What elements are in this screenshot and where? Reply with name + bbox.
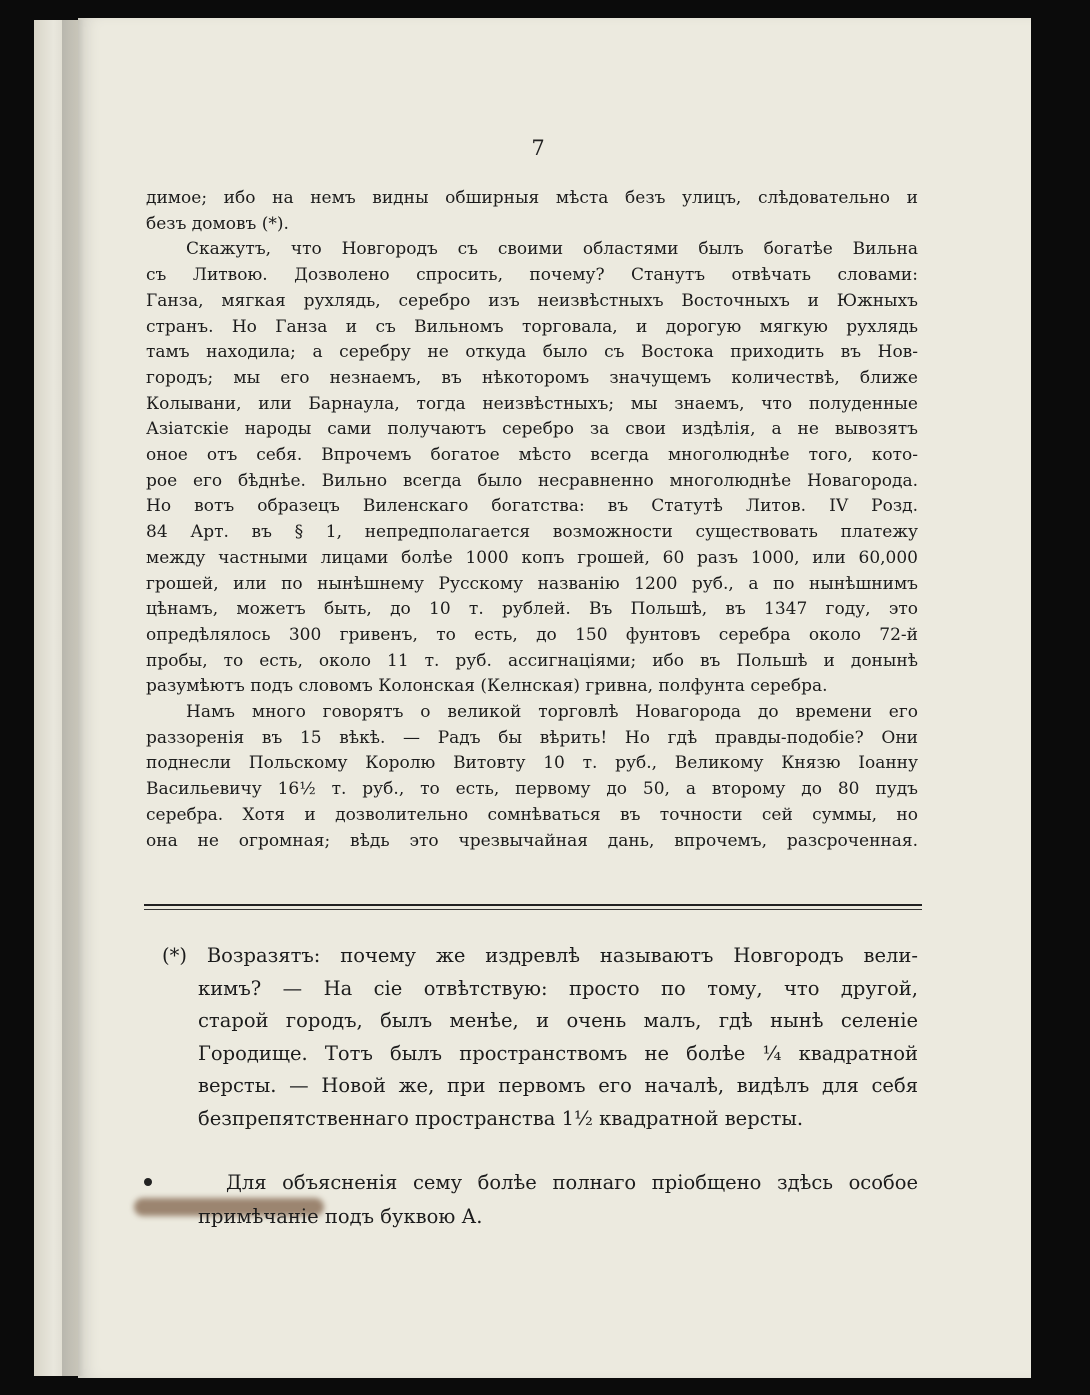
text-line: городъ; мы его незнаемъ, въ нѣкоторомъ значущемъ количествѣ, ближе xyxy=(146,367,918,388)
text-line: между частными лицами болѣе 1000 копъ грошей, 60 разъ 1000, или 60,000 xyxy=(146,547,918,568)
text-line: безъ домовъ (*). xyxy=(146,213,289,234)
text-line: раззоренія въ 15 вѣкѣ. — Радъ бы вѣрить! Но гдѣ правды-подобіе? Они xyxy=(146,727,918,748)
text-line: поднесли Польскому Королю Витовту 10 т. руб., Великому Князю Іоанну xyxy=(146,753,918,774)
text-line: димое; ибо на немъ видны обширныя мѣста безъ улицъ, слѣдовательно и xyxy=(146,188,918,208)
text-line: Колывани, или Барнаула, тогда неизвѣстныхъ; мы знаемъ, что полуденные xyxy=(146,393,918,414)
footnote-line: кимъ? — На сіе отвѣтствую: просто по тому, что другой, xyxy=(198,976,918,1000)
text-line: 84 Арт. въ § 1, непредполагается возможности существовать платежу xyxy=(146,522,918,543)
footnote-line: старой городъ, былъ менѣе, и очень малъ, гдѣ нынѣ селеніе xyxy=(198,1009,918,1033)
text-line: Азіатскіе народы сами получаютъ серебро за свои издѣлія, а не вывозятъ xyxy=(146,419,918,440)
note-line: примѣчаніе подъ буквою А. xyxy=(198,1205,483,1228)
footnote xyxy=(162,940,918,1136)
text-line: оное отъ себя. Впрочемъ богатое мѣсто всегда многолюднѣе того, кото- xyxy=(146,445,918,466)
text-line: Скажутъ, что Новгородъ съ своими областями былъ богатѣе Вильна xyxy=(186,239,918,260)
footnote-line: Городище. Тотъ былъ пространствомъ не болѣе ¼ квадратной xyxy=(198,1041,918,1065)
main-text xyxy=(146,186,918,854)
text-line: она не огромная; вѣдь это чрезвычайная дань, впрочемъ, разсроченная. xyxy=(146,830,918,851)
book-page xyxy=(78,18,1031,1378)
footnote-line: безпрепятственнаго пространства 1½ квадратной версты. xyxy=(198,1106,804,1130)
text-line: странъ. Но Ганза и съ Вильномъ торговала, и дорогую мягкую рухлядь xyxy=(146,316,918,337)
text-line: опредѣлялось 300 гривенъ, то есть, до 150 фунтовъ серебра около 72-й xyxy=(146,624,918,645)
bullet-mark xyxy=(144,1178,152,1186)
footnote-divider xyxy=(144,904,922,906)
text-line: рое его бѣднѣе. Вильно всегда было несравненно многолюднѣе Новагорода. xyxy=(146,470,918,491)
appendix-note xyxy=(162,1166,918,1234)
note-line: Для объясненія сему болѣе полнаго пріобщено здѣсь особое xyxy=(226,1171,918,1194)
text-line: Васильевичу 16½ т. руб., то есть, первому до 50, а второму до 80 пудъ xyxy=(146,779,918,800)
footnote-line: (*) Возразятъ: почему же издревлѣ называютъ Новгородъ вели- xyxy=(162,944,918,967)
text-line: Но вотъ образецъ Виленскаго богатства: въ Статутѣ Литов. IV Розд. xyxy=(146,496,918,517)
text-line: разумѣютъ подъ словомъ Колонская (Келнская) гривна, полфунта серебра. xyxy=(146,676,828,697)
page-number: 7 xyxy=(531,136,545,160)
text-line: серебра. Хотя и дозволительно сомнѣваться въ точности сей суммы, но xyxy=(146,804,918,825)
text-line: грошей, или по нынѣшнему Русскому названію 1200 руб., а по нынѣшнимъ xyxy=(146,573,918,594)
book-spine-shadow xyxy=(62,20,84,1376)
text-line: цѣнамъ, можетъ быть, до 10 т. рублей. Въ Польшѣ, въ 1347 году, это xyxy=(146,599,918,620)
text-line: съ Литвою. Дозволено спросить, почему? Станутъ отвѣчать словами: xyxy=(146,265,918,286)
text-line: Намъ много говорятъ о великой торговлѣ Новагорода до времени его xyxy=(186,702,918,723)
text-line: тамъ находила; а серебру не откуда было съ Востока приходить въ Нов- xyxy=(146,342,918,363)
footnote-line: версты. — Новой же, при первомъ его началѣ, видѣлъ для себя xyxy=(198,1074,918,1098)
text-line: пробы, то есть, около 11 т. руб. ассигнаціями; ибо въ Польшѣ и донынѣ xyxy=(146,650,918,671)
footnote-divider-thin xyxy=(144,909,922,910)
text-line: Ганза, мягкая рухлядь, серебро изъ неизвѣстныхъ Восточныхъ и Южныхъ xyxy=(146,290,918,311)
